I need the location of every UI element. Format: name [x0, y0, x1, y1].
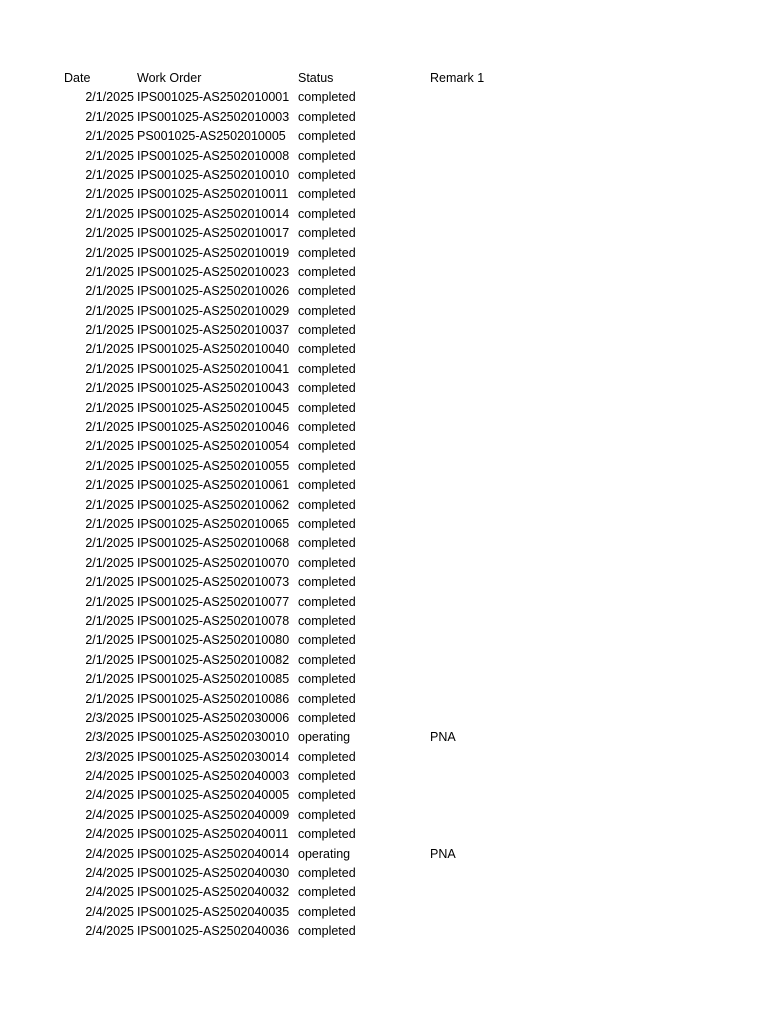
table-row [0, 127, 768, 146]
work-order-cell: IPS001025-AS2502010023 [137, 264, 290, 279]
status-cell: completed [298, 90, 356, 105]
work-order-sheet [0, 69, 768, 942]
date-cell: 2/1/2025 [85, 458, 134, 473]
table-row [0, 864, 768, 883]
work-order-cell: IPS001025-AS2502010054 [137, 439, 290, 454]
date-cell: 2/1/2025 [85, 264, 134, 279]
work-order-cell: IPS001025-AS2502010082 [137, 652, 290, 667]
work-order-cell: IPS001025-AS2502030010 [137, 730, 290, 745]
status-cell: completed [298, 672, 356, 687]
table-row [0, 166, 768, 185]
work-order-cell: IPS001025-AS2502010041 [137, 361, 290, 376]
date-cell: 2/1/2025 [85, 672, 134, 687]
status-cell: completed [298, 284, 356, 299]
table-row [0, 690, 768, 709]
table-row [0, 185, 768, 204]
table-row [0, 340, 768, 359]
status-cell: completed [298, 264, 356, 279]
work-order-cell: IPS001025-AS2502010043 [137, 381, 290, 396]
date-cell: 2/1/2025 [85, 555, 134, 570]
work-order-cell: IPS001025-AS2502040036 [137, 924, 290, 939]
status-cell: completed [298, 807, 356, 822]
date-cell: 2/1/2025 [85, 400, 134, 415]
status-cell: completed [298, 769, 356, 784]
table-row [0, 379, 768, 398]
table-row [0, 806, 768, 825]
status-cell: completed [298, 710, 356, 725]
status-cell: completed [298, 749, 356, 764]
table-row [0, 554, 768, 573]
table-row [0, 534, 768, 553]
work-order-cell: IPS001025-AS2502040032 [137, 885, 290, 900]
table-row [0, 108, 768, 127]
table-row [0, 748, 768, 767]
date-cell: 2/1/2025 [85, 342, 134, 357]
status-cell: completed [298, 536, 356, 551]
work-order-cell: PS001025-AS2502010005 [137, 129, 286, 144]
status-cell: completed [298, 788, 356, 803]
work-order-cell: IPS001025-AS2502030006 [137, 710, 290, 725]
date-cell: 2/1/2025 [85, 691, 134, 706]
table-row [0, 515, 768, 534]
work-order-cell: IPS001025-AS2502010008 [137, 148, 290, 163]
date-cell: 2/4/2025 [85, 788, 134, 803]
date-cell: 2/1/2025 [85, 226, 134, 241]
table-row [0, 593, 768, 612]
work-order-cell: IPS001025-AS2502010010 [137, 167, 290, 182]
date-cell: 2/1/2025 [85, 187, 134, 202]
date-cell: 2/1/2025 [85, 167, 134, 182]
date-cell: 2/1/2025 [85, 90, 134, 105]
work-order-cell: IPS001025-AS2502010017 [137, 226, 290, 241]
date-cell: 2/4/2025 [85, 827, 134, 842]
table-row [0, 573, 768, 592]
work-order-cell: IPS001025-AS2502010037 [137, 323, 290, 338]
status-cell: completed [298, 206, 356, 221]
date-cell: 2/1/2025 [85, 245, 134, 260]
status-cell: completed [298, 148, 356, 163]
table-row [0, 244, 768, 263]
table-row [0, 399, 768, 418]
date-cell: 2/3/2025 [85, 749, 134, 764]
work-order-cell: IPS001025-AS2502010073 [137, 575, 290, 590]
status-cell: completed [298, 226, 356, 241]
date-cell: 2/1/2025 [85, 323, 134, 338]
work-order-cell: IPS001025-AS2502010078 [137, 613, 290, 628]
work-order-cell: IPS001025-AS2502010046 [137, 420, 290, 435]
remark-cell: PNA [430, 730, 456, 745]
work-order-cell: IPS001025-AS2502040035 [137, 904, 290, 919]
date-cell: 2/1/2025 [85, 284, 134, 299]
table-row [0, 496, 768, 515]
table-row [0, 360, 768, 379]
date-cell: 2/1/2025 [85, 497, 134, 512]
work-order-cell: IPS001025-AS2502040030 [137, 866, 290, 881]
date-cell: 2/1/2025 [85, 206, 134, 221]
table-row [0, 205, 768, 224]
status-cell: completed [298, 187, 356, 202]
work-order-cell: IPS001025-AS2502010065 [137, 516, 290, 531]
work-order-cell: IPS001025-AS2502010019 [137, 245, 290, 260]
table-row [0, 786, 768, 805]
status-cell: completed [298, 613, 356, 628]
status-cell: completed [298, 827, 356, 842]
status-cell: operating [298, 846, 351, 861]
work-order-cell: IPS001025-AS2502010045 [137, 400, 290, 415]
date-cell: 2/1/2025 [85, 361, 134, 376]
table-row [0, 263, 768, 282]
date-cell: 2/3/2025 [85, 710, 134, 725]
work-order-cell: IPS001025-AS2502010001 [137, 90, 290, 105]
table-row [0, 709, 768, 728]
date-cell: 2/4/2025 [85, 924, 134, 939]
date-cell: 2/1/2025 [85, 633, 134, 648]
date-cell: 2/1/2025 [85, 594, 134, 609]
work-order-cell: IPS001025-AS2502010011 [137, 187, 289, 202]
work-order-cell: IPS001025-AS2502010055 [137, 458, 290, 473]
table-row [0, 437, 768, 456]
status-cell: completed [298, 381, 356, 396]
table-row [0, 612, 768, 631]
work-order-cell: IPS001025-AS2502040009 [137, 807, 290, 822]
table-row [0, 883, 768, 902]
date-cell: 2/4/2025 [85, 769, 134, 784]
work-order-cell: IPS001025-AS2502010068 [137, 536, 290, 551]
work-order-cell: IPS001025-AS2502010085 [137, 672, 290, 687]
status-cell: completed [298, 167, 356, 182]
table-row [0, 282, 768, 301]
date-cell: 2/1/2025 [85, 652, 134, 667]
remark-cell: PNA [430, 846, 456, 861]
work-order-cell: IPS001025-AS2502030014 [137, 749, 290, 764]
date-cell: 2/1/2025 [85, 148, 134, 163]
table-row [0, 321, 768, 340]
date-cell: 2/4/2025 [85, 866, 134, 881]
work-order-cell: IPS001025-AS2502010086 [137, 691, 290, 706]
header-status: Status [298, 71, 334, 85]
date-cell: 2/1/2025 [85, 381, 134, 396]
status-cell: completed [298, 633, 356, 648]
date-cell: 2/1/2025 [85, 536, 134, 551]
date-cell: 2/1/2025 [85, 109, 134, 124]
status-cell: completed [298, 303, 356, 318]
header-work-order: Work Order [137, 71, 202, 85]
status-cell: completed [298, 904, 356, 919]
table-body [0, 88, 768, 941]
status-cell: completed [298, 439, 356, 454]
status-cell: completed [298, 555, 356, 570]
date-cell: 2/1/2025 [85, 439, 134, 454]
table-row [0, 903, 768, 922]
date-cell: 2/4/2025 [85, 807, 134, 822]
date-cell: 2/4/2025 [85, 846, 134, 861]
status-cell: completed [298, 594, 356, 609]
status-cell: completed [298, 245, 356, 260]
status-cell: completed [298, 691, 356, 706]
work-order-cell: IPS001025-AS2502010062 [137, 497, 290, 512]
table-row [0, 224, 768, 243]
table-row [0, 476, 768, 495]
status-cell: completed [298, 478, 356, 493]
status-cell: completed [298, 885, 356, 900]
work-order-cell: IPS001025-AS2502010014 [137, 206, 290, 221]
work-order-cell: IPS001025-AS2502040003 [137, 769, 290, 784]
date-cell: 2/1/2025 [85, 478, 134, 493]
work-order-cell: IPS001025-AS2502010061 [137, 478, 290, 493]
date-cell: 2/1/2025 [85, 420, 134, 435]
date-cell: 2/4/2025 [85, 904, 134, 919]
work-order-cell: IPS001025-AS2502010040 [137, 342, 290, 357]
work-order-cell: IPS001025-AS2502040011 [137, 827, 289, 842]
work-order-cell: IPS001025-AS2502010029 [137, 303, 290, 318]
status-cell: completed [298, 109, 356, 124]
table-row [0, 670, 768, 689]
status-cell: completed [298, 342, 356, 357]
status-cell: completed [298, 516, 356, 531]
table-row [0, 302, 768, 321]
table-row [0, 88, 768, 107]
work-order-cell: IPS001025-AS2502010080 [137, 633, 290, 648]
table-row [0, 418, 768, 437]
date-cell: 2/1/2025 [85, 575, 134, 590]
status-cell: completed [298, 361, 356, 376]
status-cell: operating [298, 730, 351, 745]
table-row [0, 457, 768, 476]
work-order-cell: IPS001025-AS2502010070 [137, 555, 290, 570]
date-cell: 2/4/2025 [85, 885, 134, 900]
work-order-cell: IPS001025-AS2502010003 [137, 109, 290, 124]
header-date: Date [64, 71, 91, 85]
status-cell: completed [298, 400, 356, 415]
status-cell: completed [298, 323, 356, 338]
status-cell: completed [298, 652, 356, 667]
header-row [0, 69, 768, 88]
status-cell: completed [298, 497, 356, 512]
status-cell: completed [298, 420, 356, 435]
table-row [0, 728, 768, 747]
date-cell: 2/1/2025 [85, 613, 134, 628]
status-cell: completed [298, 866, 356, 881]
table-row [0, 922, 768, 941]
work-order-cell: IPS001025-AS2502010026 [137, 284, 290, 299]
date-cell: 2/1/2025 [85, 303, 134, 318]
table-row [0, 147, 768, 166]
status-cell: completed [298, 575, 356, 590]
table-row [0, 767, 768, 786]
date-cell: 2/1/2025 [85, 516, 134, 531]
work-order-cell: IPS001025-AS2502040005 [137, 788, 290, 803]
table-row [0, 651, 768, 670]
date-cell: 2/1/2025 [85, 129, 134, 144]
date-cell: 2/3/2025 [85, 730, 134, 745]
status-cell: completed [298, 129, 356, 144]
work-order-cell: IPS001025-AS2502040014 [137, 846, 290, 861]
table-row [0, 631, 768, 650]
status-cell: completed [298, 458, 356, 473]
table-row [0, 825, 768, 844]
header-remark-1: Remark 1 [430, 71, 485, 85]
table-row [0, 845, 768, 864]
status-cell: completed [298, 924, 356, 939]
work-order-cell: IPS001025-AS2502010077 [137, 594, 290, 609]
